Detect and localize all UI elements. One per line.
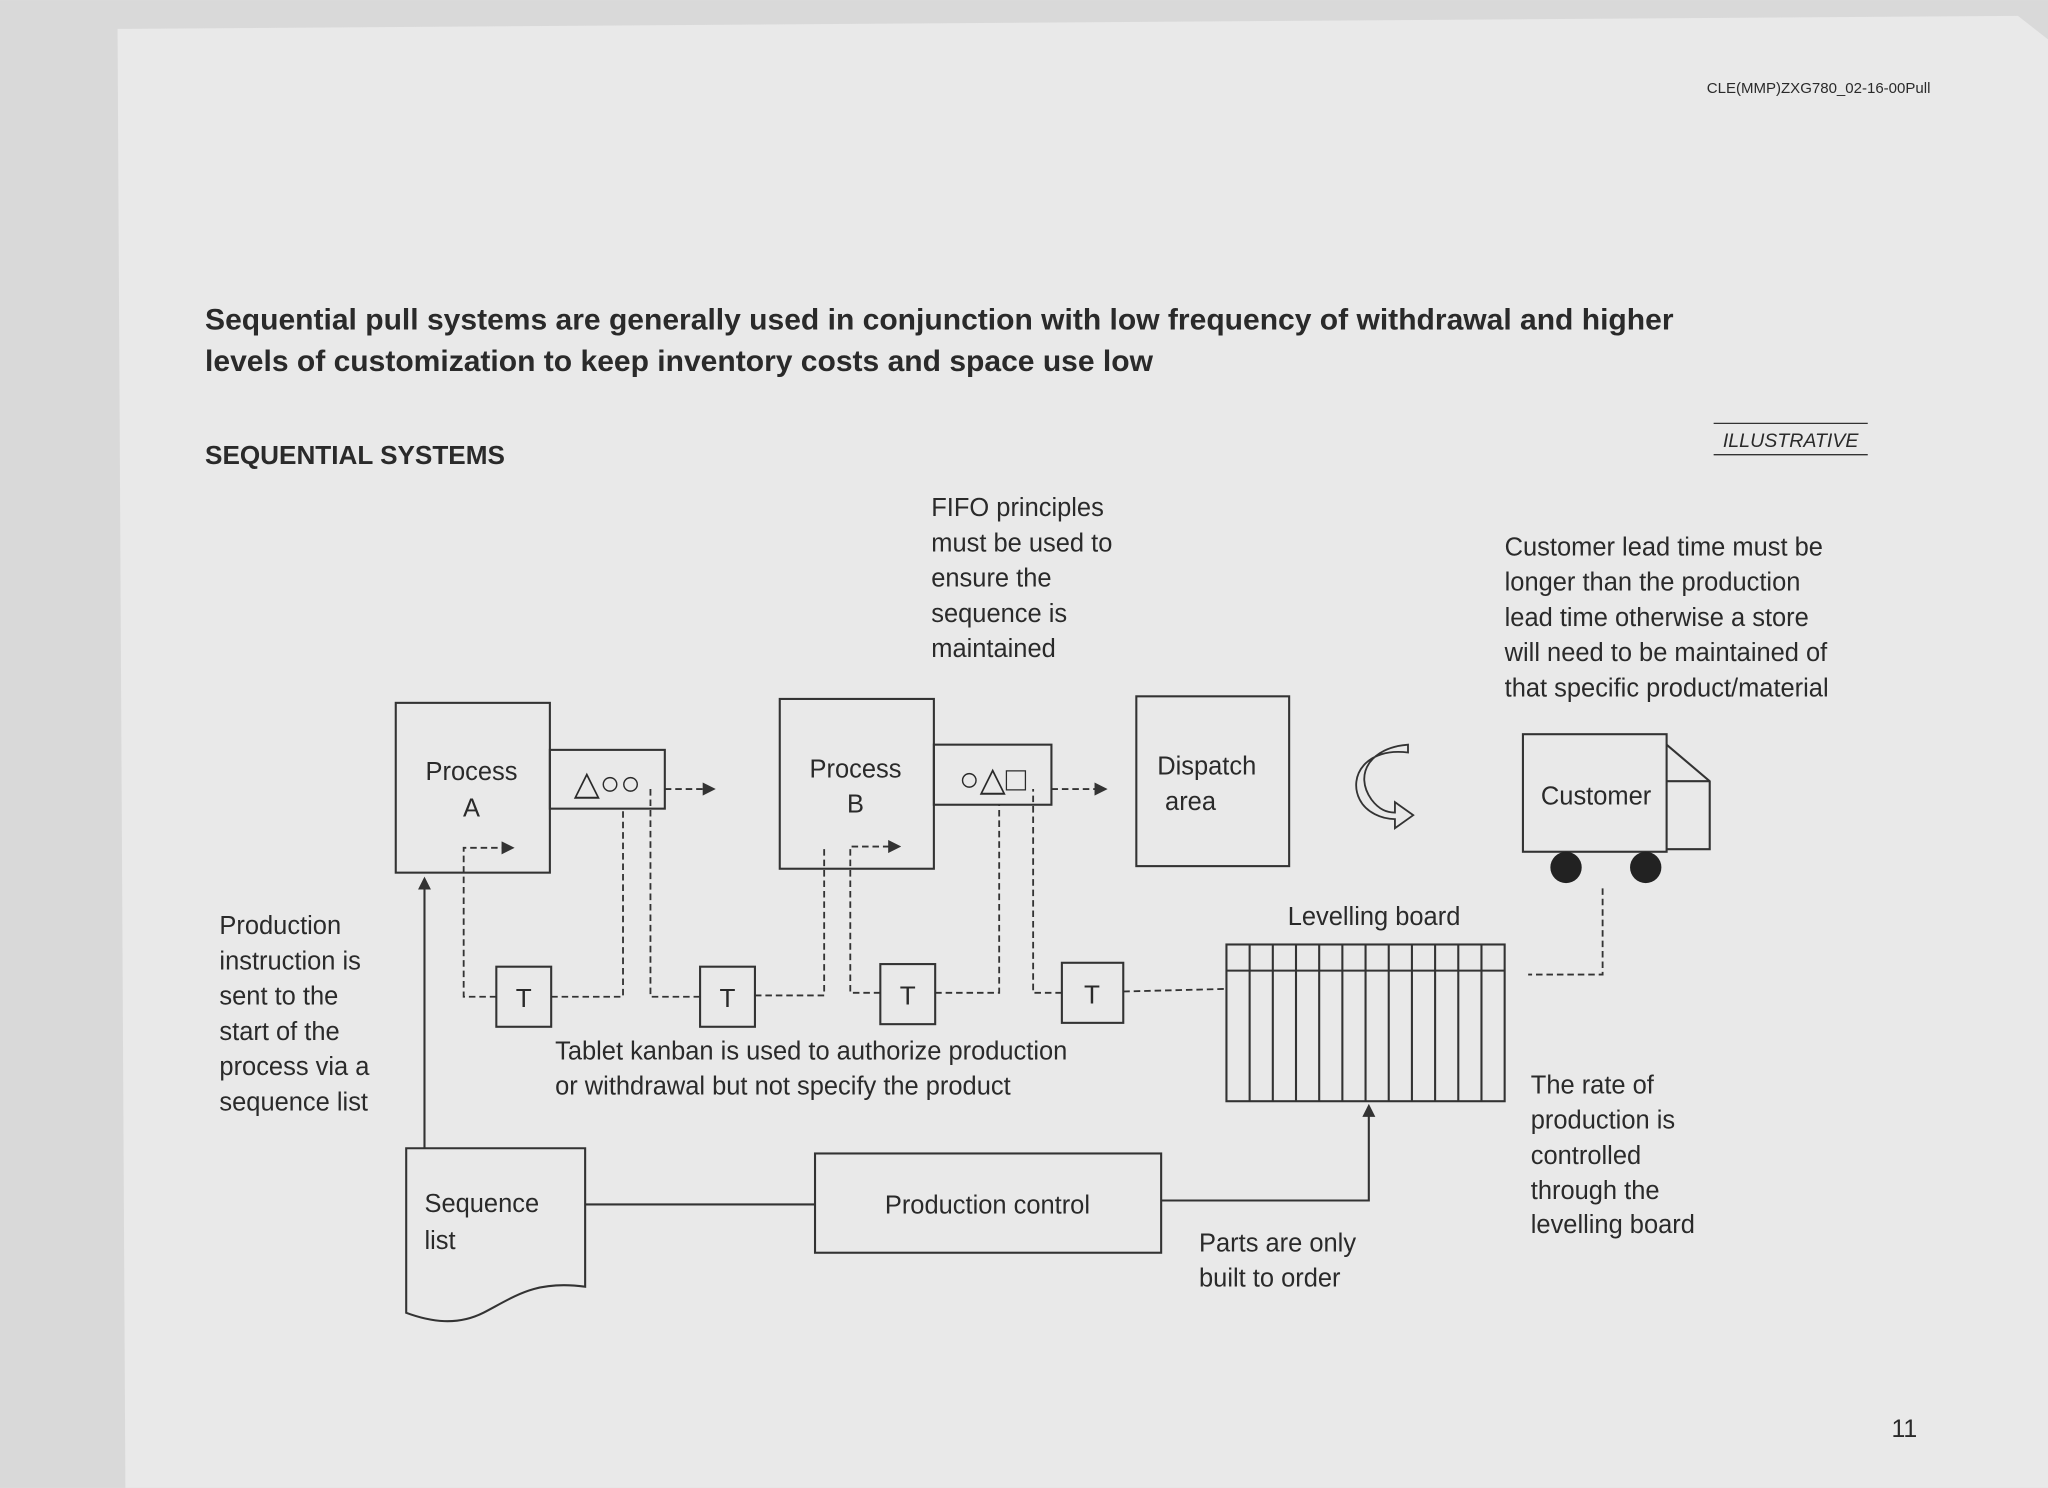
svg-text:ILLUSTRATIVE: ILLUSTRATIVE [1722, 429, 1859, 452]
svg-text:A: A [463, 794, 481, 823]
svg-text:Process: Process [809, 755, 902, 784]
svg-text:Parts are only: Parts are only [1199, 1229, 1357, 1258]
svg-text:built to order: built to order [1199, 1264, 1341, 1293]
svg-text:sent to the: sent to the [219, 982, 339, 1011]
svg-text:○△□: ○△□ [959, 760, 1027, 799]
svg-text:controlled: controlled [1530, 1141, 1642, 1170]
svg-text:Process: Process [425, 757, 518, 786]
svg-text:sequence list: sequence list [219, 1088, 369, 1117]
svg-text:Production: Production [219, 912, 342, 941]
svg-text:through the: through the [1530, 1177, 1660, 1206]
svg-text:must be used to: must be used to [931, 529, 1113, 558]
svg-text:T: T [1083, 979, 1100, 1010]
svg-text:production is: production is [1530, 1106, 1676, 1135]
svg-text:Customer lead time must be: Customer lead time must be [1504, 533, 1823, 562]
svg-text:Production control: Production control [884, 1191, 1091, 1220]
svg-text:T: T [899, 980, 916, 1011]
svg-text:will need to be maintained of: will need to be maintained of [1504, 639, 1828, 668]
svg-text:△○○: △○○ [573, 764, 641, 803]
svg-text:sequence is: sequence is [931, 599, 1068, 628]
levelling-board-label: Levelling board [1287, 902, 1461, 931]
svg-text:Customer: Customer [1540, 782, 1652, 811]
section-label: SEQUENTIAL SYSTEMS [205, 439, 505, 470]
svg-text:that specific product/material: that specific product/material [1504, 674, 1829, 703]
svg-text:lead time otherwise a store: lead time otherwise a store [1504, 603, 1809, 632]
svg-text:process via a: process via a [219, 1053, 370, 1082]
svg-text:T: T [515, 983, 532, 1014]
svg-text:start of the: start of the [219, 1017, 340, 1046]
svg-text:or withdrawal but not specify: or withdrawal but not specify the product [555, 1072, 1011, 1101]
svg-text:area: area [1165, 787, 1217, 816]
svg-text:Sequence: Sequence [424, 1190, 540, 1219]
wheel-icon [1630, 852, 1661, 883]
page-title-line-1: Sequential pull systems are generally used in conjunction with low frequency of withdrawal and higher [205, 303, 1674, 337]
svg-text:longer than the production: longer than the production [1504, 568, 1801, 597]
svg-text:maintained: maintained [931, 635, 1056, 664]
svg-text:T: T [719, 983, 736, 1014]
document-code: CLE(MMP)ZXG780_02-16-00Pull [1706, 79, 1931, 97]
svg-text:ensure the: ensure the [931, 564, 1052, 593]
svg-text:list: list [424, 1226, 456, 1255]
wheel-icon [1550, 852, 1581, 883]
svg-text:levelling board: levelling board [1530, 1211, 1695, 1240]
svg-text:FIFO principles: FIFO principles [931, 494, 1104, 523]
customer-lead-note [1504, 533, 1829, 702]
svg-text:The rate of: The rate of [1530, 1071, 1654, 1100]
svg-text:instruction is: instruction is [219, 947, 361, 976]
svg-text:B: B [847, 790, 865, 819]
svg-text:Tablet kanban is used to autho: Tablet kanban is used to authorize production [555, 1037, 1068, 1066]
page-title-line-2: levels of customization to keep inventory costs and space use low [205, 345, 1153, 379]
svg-text:Dispatch: Dispatch [1157, 752, 1257, 781]
page-number: 11 [1891, 1415, 1918, 1443]
